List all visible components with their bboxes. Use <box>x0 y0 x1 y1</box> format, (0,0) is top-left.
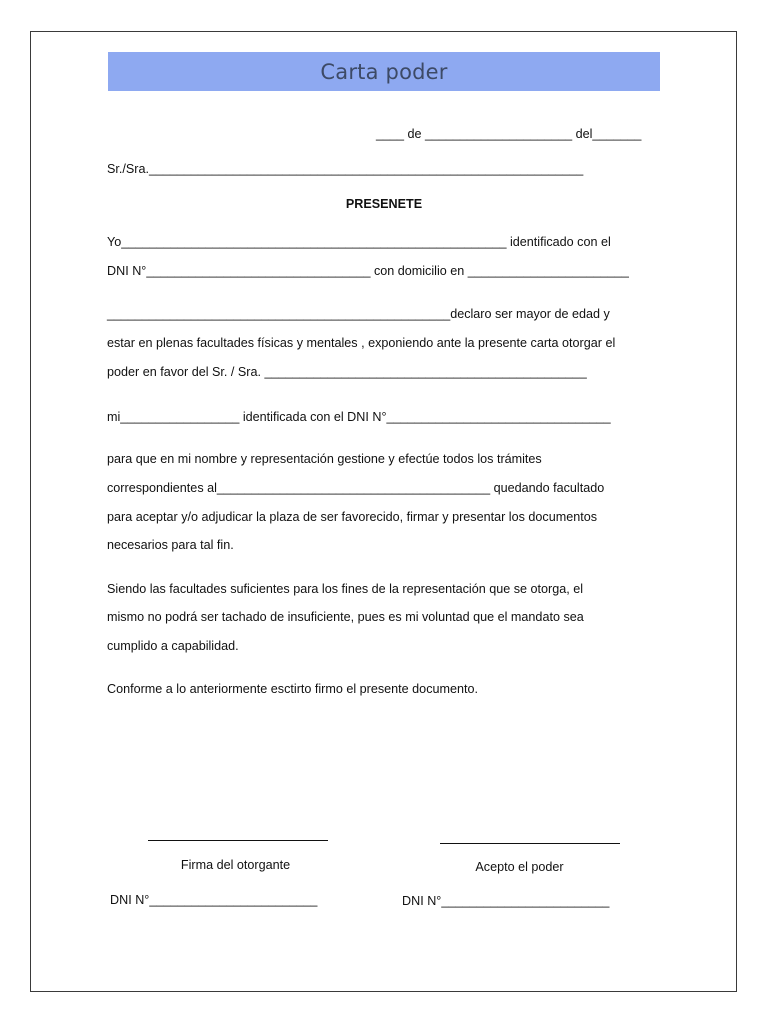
body-line-4: estar en plenas facultades físicas y mentales , exponiendo ante la presente carta otorgar el <box>107 336 616 350</box>
document-title: Carta poder <box>320 59 448 84</box>
body-line-10: necesarios para tal fin. <box>107 538 234 552</box>
body-line-12: mismo no podrá ser tachado de insuficiente, pues es mi voluntad que el mandato sea <box>107 610 584 624</box>
body-line-9: para aceptar y/o adjudicar la plaza de ser favorecido, firmar y presentar los documentos <box>107 510 598 524</box>
left-signature-line <box>148 840 328 841</box>
body-line-8: correspondientes al_______________________________________ quedando facultado <box>107 481 605 495</box>
recipient-line: Sr./Sra.______________________________________________________________ <box>107 162 584 176</box>
left-signature-label: Firma del otorgante <box>180 858 291 872</box>
left-dni-line: DNI N°________________________ <box>110 893 318 907</box>
title-banner <box>108 52 660 91</box>
date-line: ____ de _____________________ del_______ <box>376 127 642 141</box>
right-signature-label: Acepto el poder <box>475 860 564 874</box>
body-line-11: Siendo las facultades suficientes para los fines de la representación que se otorga, el <box>107 582 584 596</box>
body-line-3: _________________________________________________declaro ser mayor de edad y <box>107 307 610 321</box>
body-line-13: cumplido a capabilidad. <box>107 639 239 653</box>
body-line-7: para que en mi nombre y representación gestione y efectúe todos los trámites <box>107 452 542 466</box>
right-signature-line <box>440 843 620 844</box>
body-line-2: DNI N°________________________________ con domicilio en _______________________ <box>107 264 629 278</box>
body-line-14: Conforme a lo anteriormente esctirto firmo el presente documento. <box>107 682 478 696</box>
right-dni-line: DNI N°________________________ <box>402 894 610 908</box>
body-line-5: poder en favor del Sr. / Sra. ______________________________________________ <box>107 365 587 379</box>
body-line-6: mi_________________ identificada con el DNI N°________________________________ <box>107 410 611 424</box>
document-heading: PRESENETE <box>345 197 423 211</box>
body-line-1: Yo_______________________________________________________ identificado con el <box>107 235 611 249</box>
